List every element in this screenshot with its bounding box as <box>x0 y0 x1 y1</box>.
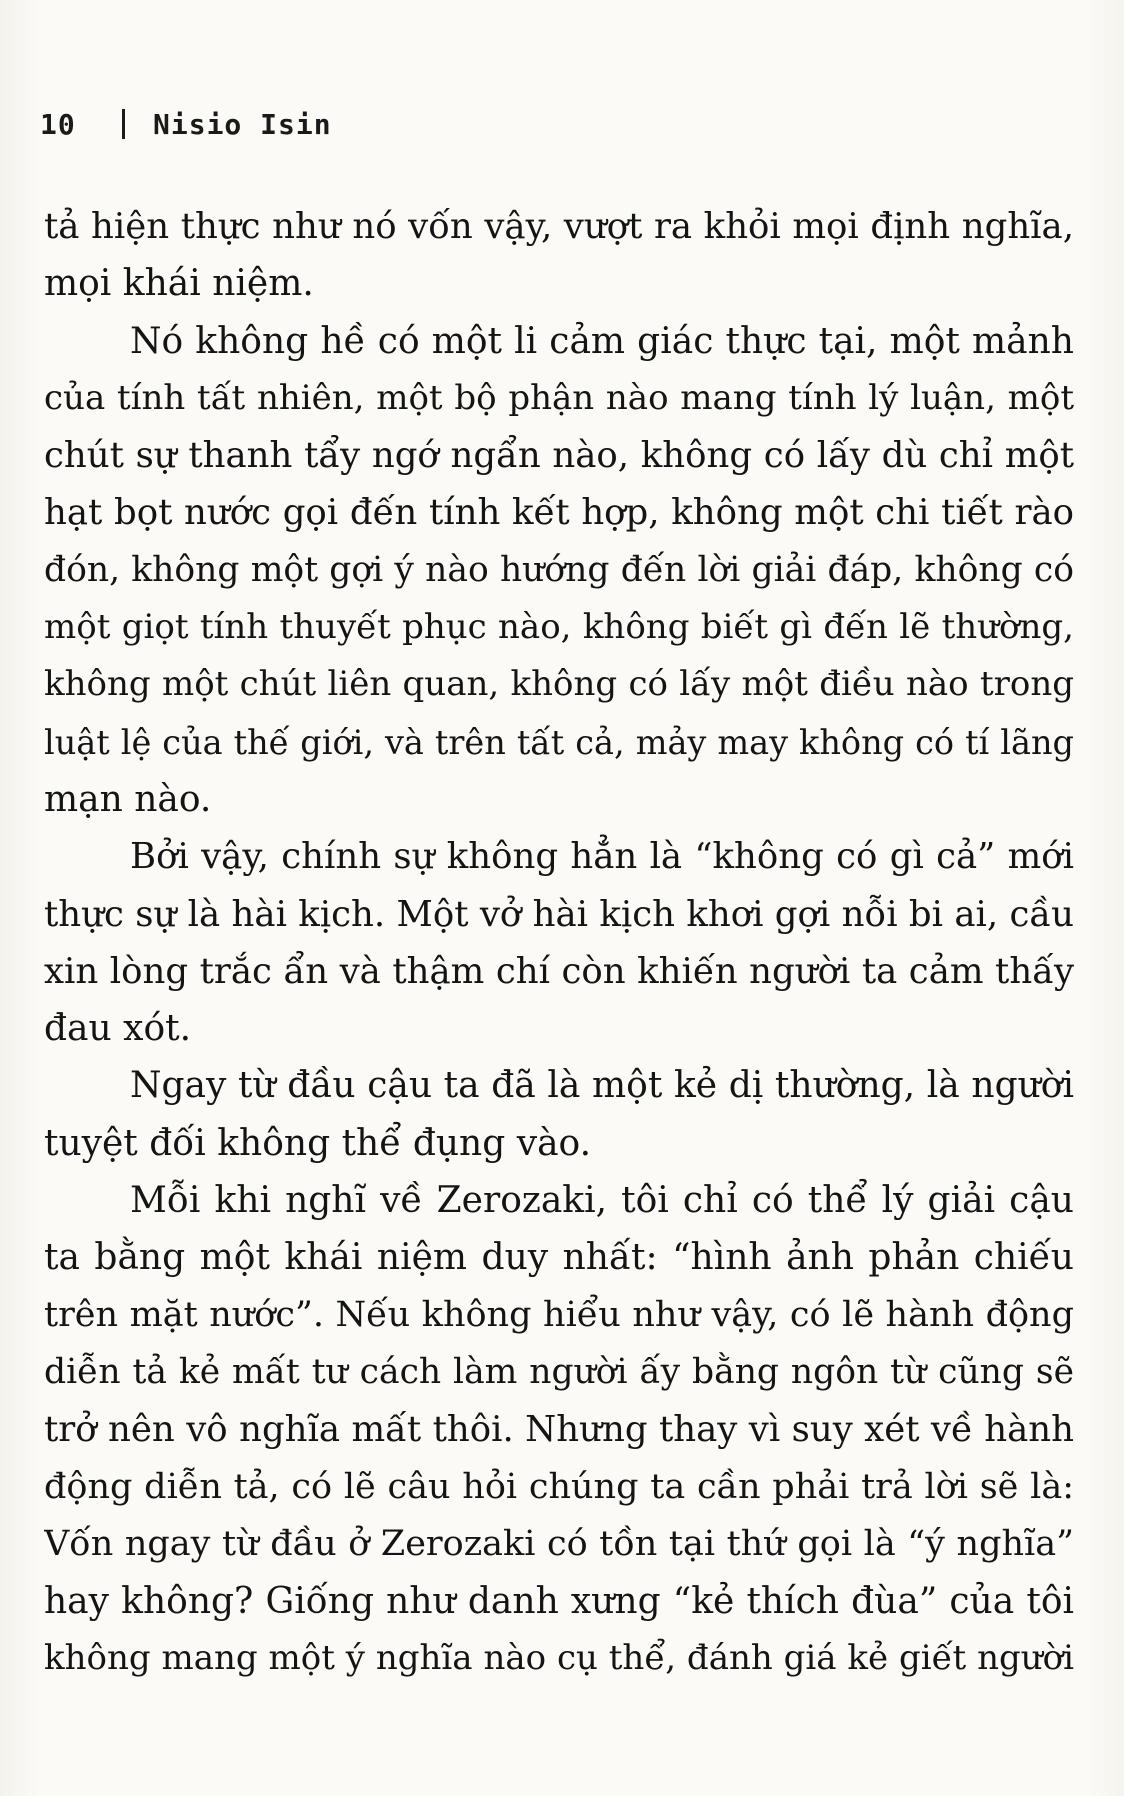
text-line: xin lòng trắc ẩn và thậm chí còn khiến người ta cảm thấy <box>44 950 1074 992</box>
text-line: không một chút liên quan, không có lấy một điều nào trong <box>44 664 1074 705</box>
text-line: luật lệ của thế giới, và trên tất cả, mảy may không có tí lãng <box>44 722 1074 762</box>
text-line: Nó không hề có một li cảm giác thực tại, một mảnh <box>130 320 1074 362</box>
text-line: không mang một ý nghĩa nào cụ thể, đánh giá kẻ giết người <box>44 1638 1074 1679</box>
text-line: tả hiện thực như nó vốn vậy, vượt ra khỏi mọi định nghĩa, <box>44 206 1074 247</box>
page-number: 10 <box>40 107 76 141</box>
author-name: Nisio Isin <box>153 107 332 141</box>
text-line: Vốn ngay từ đầu ở Zerozaki có tồn tại thứ gọi là “ý nghĩa” <box>44 1523 1074 1564</box>
text-line: chút sự thanh tẩy ngớ ngẩn nào, không có lấy dù chỉ một <box>44 435 1074 477</box>
running-header <box>40 104 332 144</box>
text-line: ta bằng một khái niệm duy nhất: “hình ảnh phản chiếu <box>44 1237 1074 1279</box>
text-line: thực sự là hài kịch. Một vở hài kịch khơi gợi nỗi bi ai, cầu <box>44 893 1074 935</box>
text-line: trên mặt nước”. Nếu không hiểu như vậy, có lẽ hành động <box>44 1294 1074 1335</box>
text-line: Mỗi khi nghĩ về Zerozaki, tôi chỉ có thể lý giải cậu <box>130 1180 1074 1222</box>
text-line: hạt bọt nước gọi đến tính kết hợp, không một chi tiết rào <box>44 492 1074 534</box>
text-line: mọi khái niệm. <box>44 263 314 305</box>
text-line: Bởi vậy, chính sự không hẳn là “không có gì cả” mới <box>130 836 1074 878</box>
text-line: mạn nào. <box>44 778 212 820</box>
header-divider <box>122 109 125 139</box>
text-line: tuyệt đối không thể đụng vào. <box>44 1122 592 1164</box>
text-line: đau xót. <box>44 1008 192 1050</box>
text-line: đón, không một gợi ý nào hướng đến lời giải đáp, không có <box>44 549 1074 590</box>
text-line: Ngay từ đầu cậu ta đã là một kẻ dị thường, là người <box>130 1065 1074 1107</box>
body-text <box>44 198 1074 1688</box>
text-line: trở nên vô nghĩa mất thôi. Nhưng thay vì suy xét về hành <box>44 1409 1074 1451</box>
text-line: động diễn tả, có lẽ câu hỏi chúng ta cần phải trả lời sẽ là: <box>44 1466 1074 1507</box>
text-line: diễn tả kẻ mất tư cách làm người ấy bằng ngôn từ cũng sẽ <box>44 1351 1074 1392</box>
text-line: hay không? Giống như danh xưng “kẻ thích đùa” của tôi <box>44 1581 1074 1623</box>
text-line: của tính tất nhiên, một bộ phận nào mang tính lý luận, một <box>44 377 1074 418</box>
text-line: một giọt tính thuyết phục nào, không biết gì đến lẽ thường, <box>44 607 1074 648</box>
